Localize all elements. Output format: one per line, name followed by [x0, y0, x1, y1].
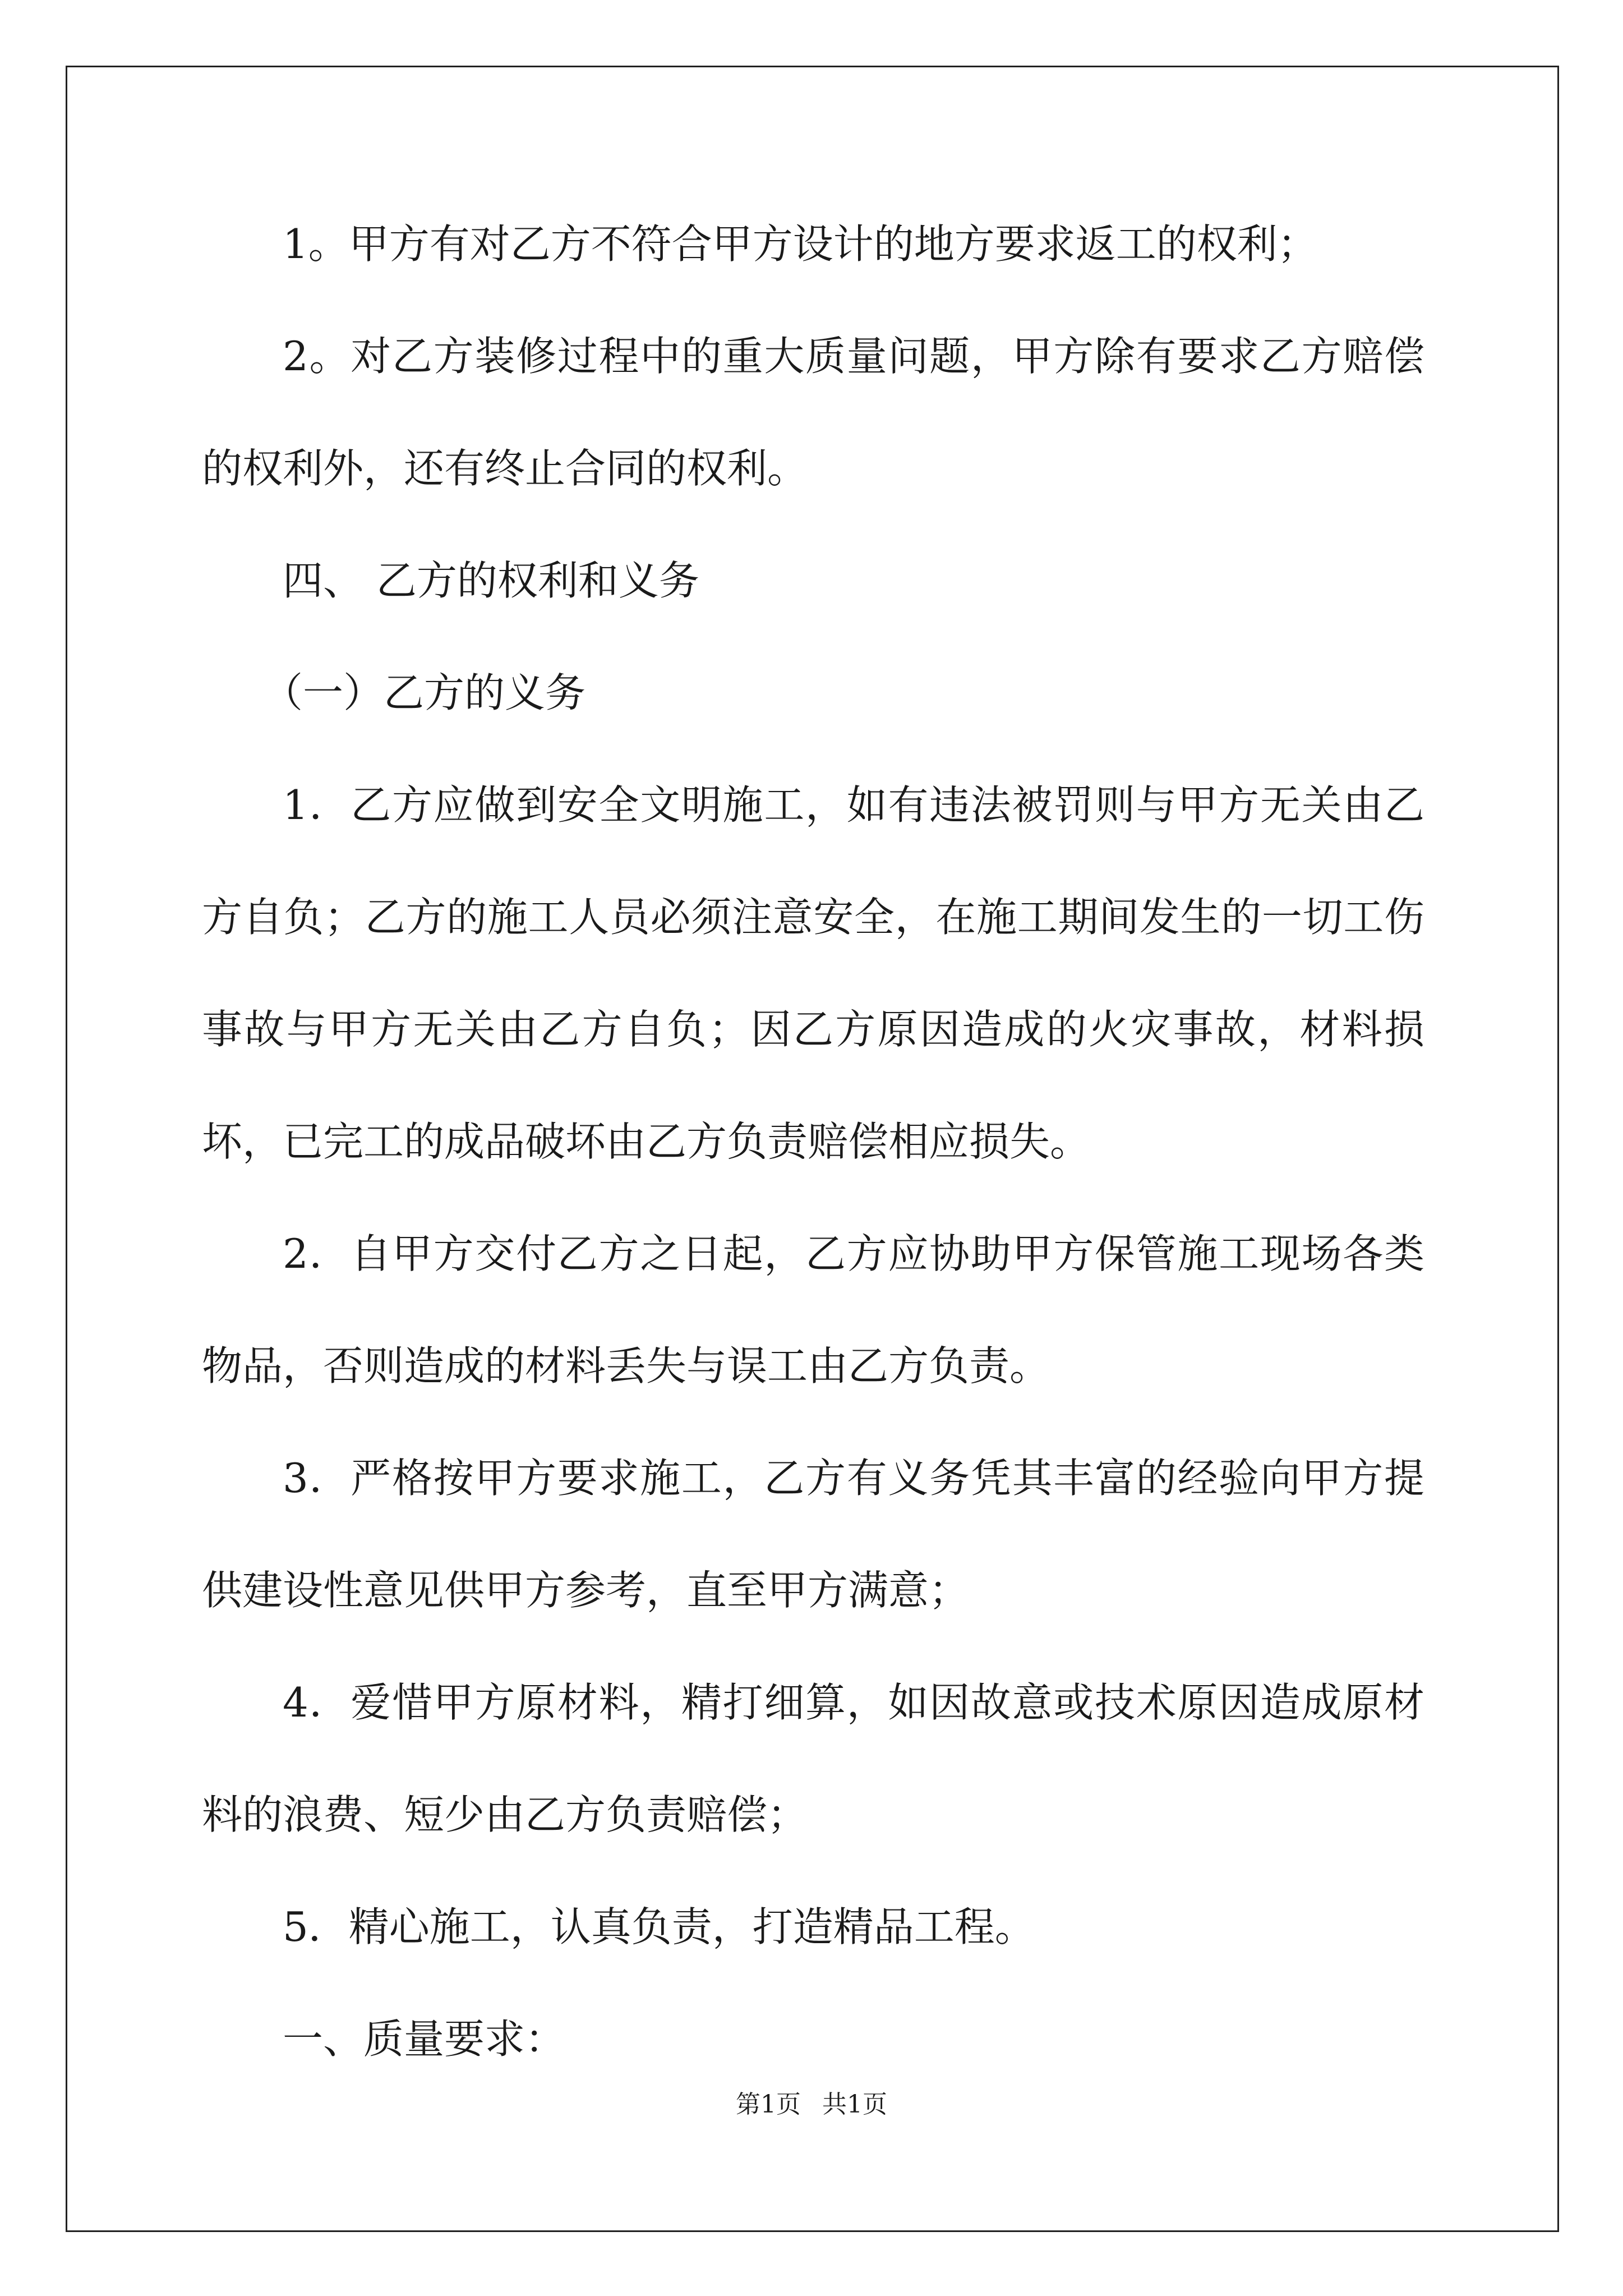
subsection-heading-1: （一）乙方的义务 — [262, 669, 586, 716]
page-total: 共1页 — [822, 2090, 887, 2119]
paragraph-2: 2。对乙方装修过程中的重大质量问题，甲方除有要求乙方赔偿的权利外，还有终止合同的权利。 — [202, 333, 1424, 492]
paragraph-1: 1。甲方有对乙方不符合甲方设计的地方要求返工的权利； — [283, 220, 1318, 268]
page-footer — [0, 2084, 1623, 2120]
duty-item-1: 1．乙方应做到安全文明施工，如有违法被罚则与甲方无关由乙方自负；乙方的施工人员必须注意安全，在施工期间发生的一切工伤事故与甲方无关由乙方自负；因乙方原因造成的火灾事故，材料损坏，已完工的成品破坏由乙方负责赔偿相应损失。 — [202, 781, 1424, 1165]
duty-item-5: 5．精心施工，认真负责，打造精品工程。 — [283, 1903, 1035, 1950]
duty-item-2: 2．自甲方交付乙方之日起，乙方应协助甲方保管施工现场各类物品，否则造成的材料丢失与误工由乙方负责。 — [202, 1230, 1424, 1389]
duty-item-4: 4．爱惜甲方原材料，精打细算，如因故意或技术原因造成原材料的浪费、短少由乙方负责赔偿； — [202, 1679, 1424, 1838]
duty-item-3: 3．严格按甲方要求施工，乙方有义务凭其丰富的经验向甲方提供建设性意见供甲方参考，直至甲方满意； — [202, 1455, 1424, 1614]
document-body — [202, 188, 1424, 2095]
section-heading-quality: 一、质量要求： — [283, 2016, 566, 2063]
page-number: 第1页 — [736, 2090, 801, 2119]
section-heading-4: 四、 乙方的权利和义务 — [283, 557, 699, 604]
